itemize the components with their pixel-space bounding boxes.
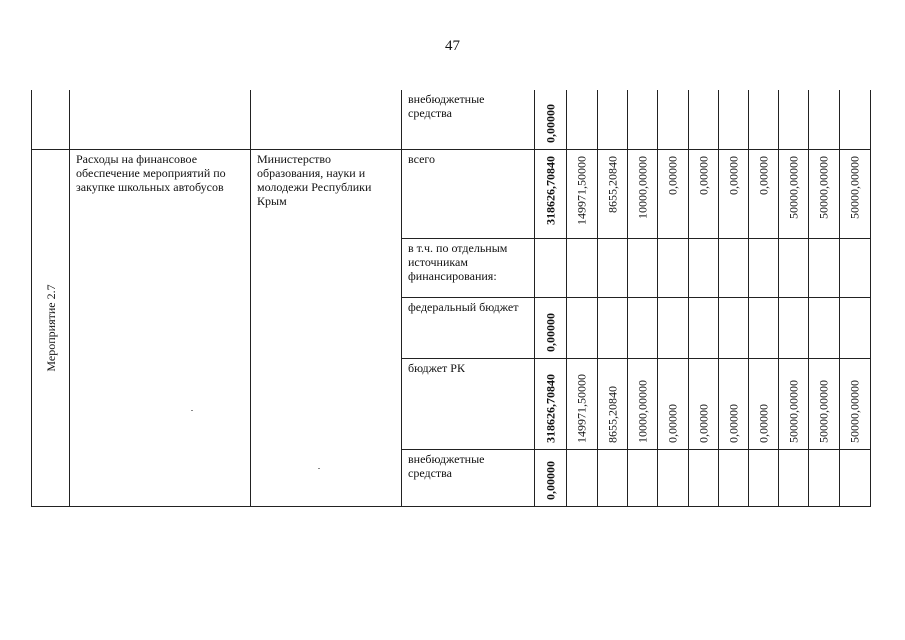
year-value: 0,00000 (726, 403, 740, 443)
year-cell (658, 449, 689, 506)
year-cell (567, 449, 598, 506)
year-cell (689, 90, 719, 149)
year-cell (598, 449, 628, 506)
year-cell (689, 358, 719, 449)
funding-source-label: федеральный бюджет (408, 299, 519, 314)
total-value: 318626,70840 (543, 373, 557, 443)
year-cell (689, 297, 719, 358)
year-cell (567, 149, 598, 238)
year-value: 149971,50000 (574, 373, 589, 443)
year-cell (598, 238, 628, 297)
scan-speck (318, 468, 320, 469)
total-cell (535, 449, 567, 506)
year-cell (658, 149, 689, 238)
year-cell (689, 149, 719, 238)
funding-source-cell (402, 149, 535, 238)
table-row (32, 149, 871, 238)
table-row-top-offbudget (32, 90, 871, 149)
funding-source-label: бюджет РК (408, 360, 465, 375)
year-cell (779, 149, 809, 238)
year-cell (809, 297, 840, 358)
year-cell (749, 449, 779, 506)
year-value: 10000,00000 (635, 379, 649, 443)
year-cell (658, 358, 689, 449)
year-value: 0,00000 (665, 155, 680, 195)
year-value: 0,00000 (756, 403, 770, 443)
year-cell (840, 90, 871, 149)
total-value: 0,00000 (543, 103, 557, 143)
year-cell (628, 90, 658, 149)
year-value: 0,00000 (726, 155, 740, 195)
year-cell (628, 449, 658, 506)
measure-name: Расходы на финансовое обеспечение мероприятий по закупке школьных автобусов (76, 151, 226, 194)
year-cell (840, 238, 871, 297)
total-value: 318626,70840 (543, 155, 557, 225)
year-cell (719, 358, 749, 449)
total-cell (535, 90, 567, 149)
year-cell (567, 358, 598, 449)
funding-source-cell (402, 238, 535, 297)
year-cell (689, 238, 719, 297)
measure-label-cell-continued (32, 90, 70, 149)
year-value: 0,00000 (696, 403, 710, 443)
year-value: 50000,00000 (786, 155, 800, 219)
year-cell (719, 90, 749, 149)
measure-label-cell (32, 149, 70, 506)
year-cell (719, 149, 749, 238)
year-cell (749, 297, 779, 358)
year-value: 10000,00000 (635, 155, 649, 219)
year-cell (719, 238, 749, 297)
year-value: 0,00000 (696, 155, 710, 195)
year-cell (840, 449, 871, 506)
measure-name-cell (70, 149, 251, 506)
year-cell (840, 149, 871, 238)
year-cell (658, 90, 689, 149)
executor-cell (251, 149, 402, 506)
year-cell (628, 238, 658, 297)
year-cell (598, 358, 628, 449)
total-value: 0,00000 (543, 460, 557, 500)
year-cell (809, 358, 840, 449)
total-cell (535, 149, 567, 238)
funding-source-label: в т.ч. по отдельным источникам финансирования: (408, 240, 508, 283)
year-cell (658, 238, 689, 297)
page-number: 47 (445, 38, 460, 54)
year-cell (779, 449, 809, 506)
year-cell (749, 238, 779, 297)
year-cell (779, 358, 809, 449)
year-cell (840, 358, 871, 449)
year-value: 149971,50000 (574, 155, 589, 225)
funding-source-label: всего (408, 151, 436, 166)
year-value: 50000,00000 (847, 155, 862, 219)
year-cell (628, 297, 658, 358)
scan-speck (191, 410, 193, 411)
year-cell (658, 297, 689, 358)
funding-source-cell (402, 449, 535, 506)
year-cell (779, 90, 809, 149)
year-cell (809, 90, 840, 149)
year-cell (719, 449, 749, 506)
year-value: 50000,00000 (786, 379, 800, 443)
year-cell (598, 149, 628, 238)
year-cell (749, 90, 779, 149)
year-cell (567, 238, 598, 297)
year-cell (689, 449, 719, 506)
year-cell (779, 238, 809, 297)
year-cell (840, 297, 871, 358)
measure-label: Мероприятие 2.7 (43, 283, 58, 372)
year-cell (628, 149, 658, 238)
year-value: 8655,20840 (605, 155, 619, 213)
year-cell (809, 449, 840, 506)
year-cell (779, 297, 809, 358)
total-cell (535, 297, 567, 358)
executor-cell-continued (251, 90, 402, 149)
year-cell (567, 297, 598, 358)
total-cell (535, 358, 567, 449)
year-cell (749, 358, 779, 449)
year-cell (809, 149, 840, 238)
funding-source-cell (402, 90, 535, 149)
year-value: 0,00000 (756, 155, 770, 195)
budget-table (31, 90, 871, 507)
total-value: 0,00000 (543, 312, 557, 352)
year-cell (567, 90, 598, 149)
measure-name-cell-continued (70, 90, 251, 149)
total-cell (535, 238, 567, 297)
funding-source-cell (402, 358, 535, 449)
year-value: 50000,00000 (816, 155, 831, 219)
year-cell (809, 238, 840, 297)
funding-source-label: внебюджетные средства (408, 92, 485, 120)
year-cell (598, 297, 628, 358)
year-cell (749, 149, 779, 238)
year-cell (719, 297, 749, 358)
funding-source-cell (402, 297, 535, 358)
year-cell (598, 90, 628, 149)
year-cell (628, 358, 658, 449)
executor-name: Министерство образования, науки и молодежи Республики Крым (257, 151, 372, 208)
year-value: 8655,20840 (605, 385, 619, 443)
funding-source-label: внебюджетные средства (408, 451, 485, 480)
year-value: 50000,00000 (816, 379, 831, 443)
year-value: 0,00000 (665, 403, 680, 443)
year-value: 50000,00000 (847, 379, 862, 443)
